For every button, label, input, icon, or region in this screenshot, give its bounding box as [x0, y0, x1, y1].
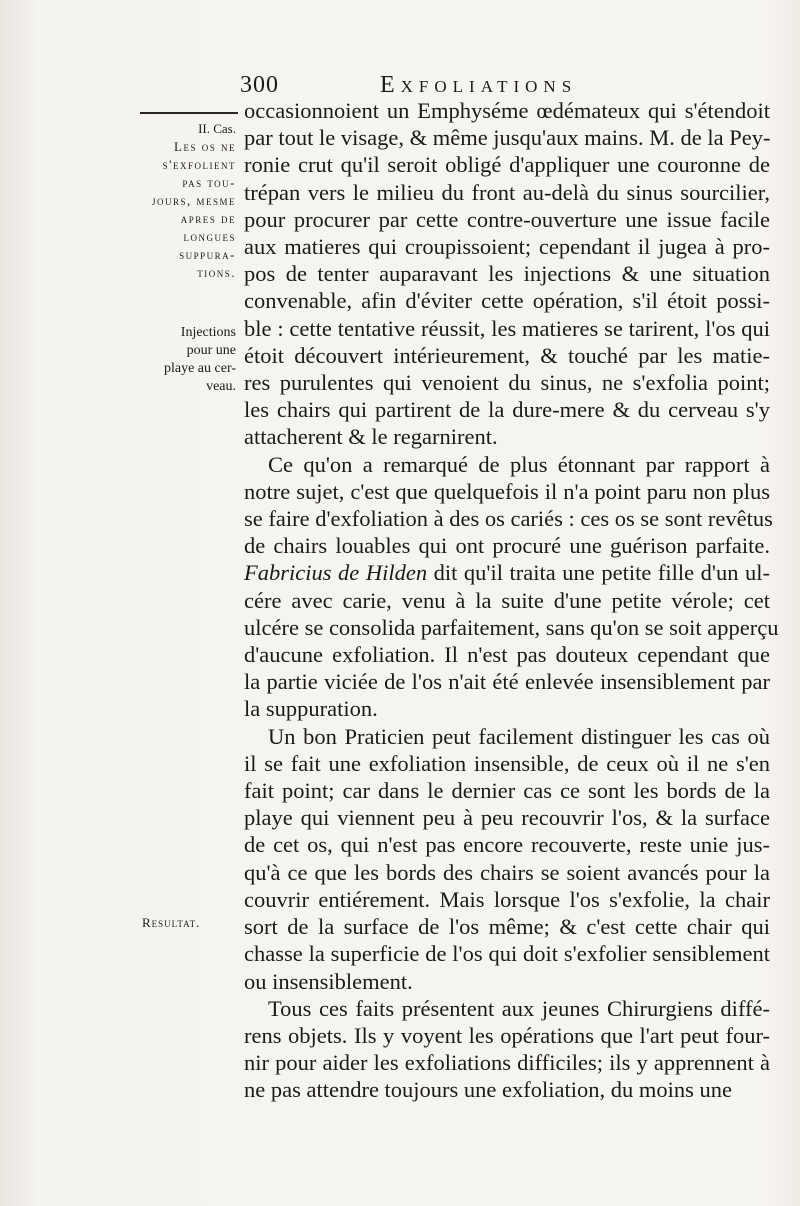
margin-note-line: Injections	[180, 325, 236, 340]
margin-note-resultat: Resultat.	[142, 915, 201, 930]
margin-rule	[140, 112, 238, 114]
text-line: se faire d'exfoliation à des os cariés : ces os se sont revêtus	[244, 506, 773, 532]
text-line: pos de tenter auparavant les injections & une situation	[244, 261, 770, 287]
text-line: occasionnoient un Emphyséme œdémateux qui s'étendoit	[244, 98, 770, 123]
text-line: ble : cette tentative réussit, les matieres se tarirent, l'os qui	[244, 315, 770, 341]
margin-note-line: s'exfolient	[162, 157, 236, 172]
text-line: convenable, afin d'éviter cette opération, s'il étoit possi-	[244, 288, 770, 314]
margin-note-line: veau.	[206, 379, 236, 394]
margin-note-line: pour une	[186, 343, 236, 358]
text-line: de chairs louables qui ont procuré une guérison parfaite.	[244, 533, 770, 559]
margin-note-line: tions.	[197, 265, 236, 280]
margin-note-line: jours, mesme	[151, 193, 236, 208]
text-line: cére avec carie, venu à la suite d'une petite vérole; cet	[244, 587, 770, 613]
text-line: notre sujet, c'est que quelquefois il n'a point paru non plus	[244, 478, 770, 504]
text-line: Fabricius de Hilden dit qu'il traita une petite fille d'un ul-	[244, 560, 770, 586]
text-line: couvrir entiérement. Mais lorsque l'os s'exfolie, la chair	[244, 886, 770, 912]
text-line: pour procurer par cette contre-ouverture une issue facile	[244, 206, 770, 232]
margin-note-line: longues	[183, 229, 236, 244]
text-line: ulcére se consolida parfaitement, sans qu'on se soit apperçu	[244, 614, 779, 640]
text-line: il se fait une exfoliation insensible, de ceux où il ne s'en	[244, 750, 770, 776]
running-head: Exfoliations	[380, 72, 578, 98]
text-line: les chairs qui partirent de la dure-mere & du cerveau s'y	[244, 397, 770, 423]
text-line: attacherent & le regarnirent.	[244, 424, 498, 450]
text-line: res purulentes qui venoient du sinus, ne s'exfolia point;	[244, 370, 770, 396]
text-line: ou insensiblement.	[244, 968, 413, 994]
text-line: nir pour aider les exfoliations difficiles; ils y apprennent à	[244, 1050, 770, 1076]
text-line: aux matieres qui croupissoient; cependant il jugea à pro-	[244, 234, 770, 260]
page-number: 300	[240, 72, 279, 98]
margin-note-line: suppura-	[179, 247, 236, 262]
margin-note-line: playe au cer-	[163, 361, 236, 376]
text-line: rens objets. Ils y voyent les opérations que l'art peut four-	[244, 1022, 770, 1048]
text-line: d'aucune exfoliation. Il n'est pas douteux cependant que	[244, 642, 770, 668]
margin-note-line: II. Cas.	[198, 121, 236, 136]
margin-note-case	[128, 120, 236, 282]
text-line: Tous ces faits présentent aux jeunes Chirurgiens diffé-	[268, 995, 770, 1021]
text-line: la suppuration.	[244, 696, 378, 722]
text-line: la partie viciée de l'os n'ait été enlevée insensiblement par	[244, 669, 770, 695]
text-line: par tout le visage, & même jusqu'aux mains. M. de la Pey-	[244, 125, 771, 151]
body-text	[244, 97, 779, 1104]
text-line: fait point; car dans le dernier cas ce sont les bords de la	[244, 778, 770, 804]
text-line: ne pas attendre toujours une exfoliation, du moins une	[244, 1077, 733, 1103]
text-line: ronie crut qu'il seroit obligé d'appliquer une couronne de	[244, 152, 770, 178]
text-line: sort de la surface de l'os même; & c'est cette chair qui	[244, 914, 770, 940]
margin-note-line: pas tou-	[182, 175, 236, 190]
text-line: Ce qu'on a remarqué de plus étonnant par rapport à	[268, 451, 770, 477]
margin-note-line: Les os ne	[174, 139, 236, 154]
text-line: qu'à ce que les bords des chairs se soient avancés pour la	[244, 859, 770, 885]
text-line: chasse la superficie de l'os qui doit s'exfolier sensiblement	[244, 941, 770, 967]
text-line: Un bon Praticien peut facilement distinguer les cas où	[268, 723, 770, 749]
margin-note-line: apres de	[180, 211, 236, 226]
author-name: Fabricius de Hilden	[244, 560, 428, 586]
text-line: playe qui viennent peu à peu recouvrir l'os, & la surface	[244, 805, 770, 831]
text-line: de cet os, qui n'est pas encore recouverte, reste unie jus-	[244, 832, 770, 858]
text-line: trépan vers le milieu du front au-delà du sinus sourcilier,	[244, 179, 770, 205]
margin-note-injections	[128, 324, 236, 396]
text-line: étoit découvert intérieurement, & touché par les matie-	[244, 342, 770, 368]
